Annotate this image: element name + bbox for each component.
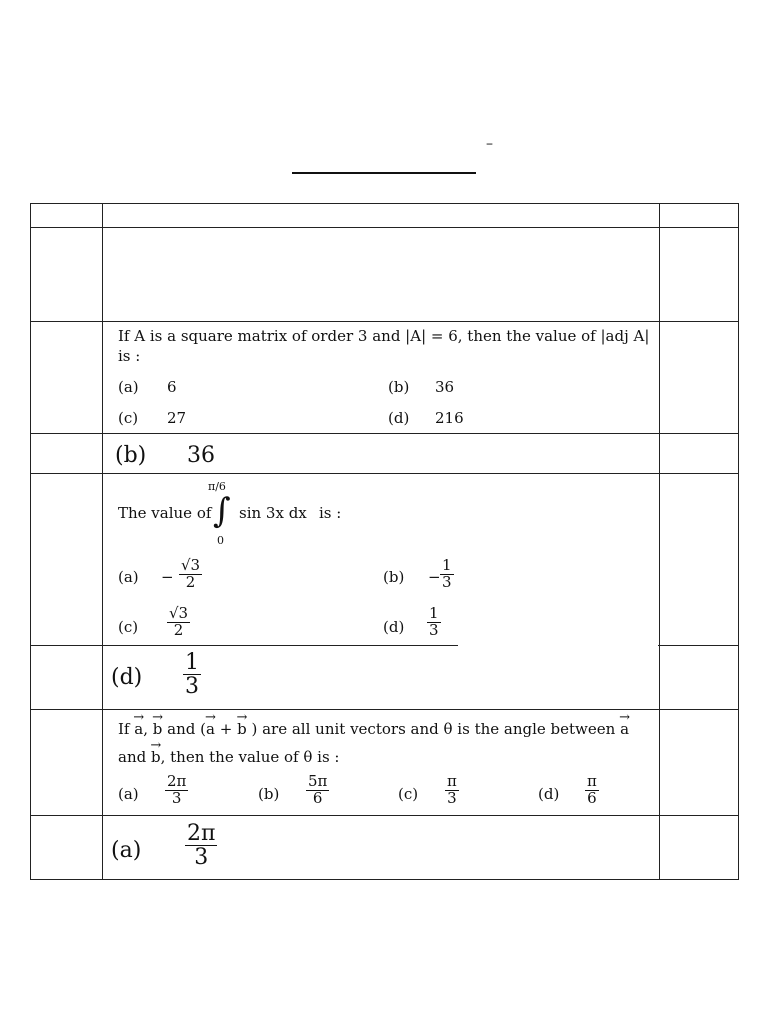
option-c-value: 27: [167, 409, 187, 427]
question-2-content: [103, 474, 660, 646]
question-2-suffix: is :: [319, 504, 342, 522]
question-row-2: [31, 474, 739, 646]
option-d-label: (d): [538, 785, 560, 803]
option-b-value: $\frac{5\pi}{6}$: [308, 772, 328, 807]
vector-b: → b: [236, 710, 248, 738]
marks-cell: [660, 710, 739, 816]
title-underline: [292, 172, 476, 174]
option-d-value: $\frac{\pi}{6}$: [587, 772, 597, 807]
question-1-line-1: If A is a square matrix of order 3 and |A| = 6, then the value of |adj A|: [118, 327, 650, 345]
vector-a: → a: [205, 710, 216, 738]
question-1-line-2: is :: [118, 347, 141, 365]
vector-a: → a: [619, 710, 631, 738]
option-c-value: $\frac{\pi}{3}$: [447, 772, 457, 807]
integral-sign: ∫: [213, 491, 231, 531]
option-c-label: (c): [118, 409, 139, 427]
header-mark: –: [486, 136, 493, 152]
option-a-label: (a): [118, 378, 139, 396]
option-a-value: $\frac{√3}{2}$: [181, 556, 201, 591]
option-a-sign: −: [161, 568, 174, 586]
answer-1-content: [103, 434, 660, 474]
sno-header-cell: [31, 204, 103, 228]
sno-cell: [31, 322, 103, 434]
answer-2-label: (d): [111, 665, 143, 690]
vector-b: → b: [152, 710, 164, 738]
question-row-3: [31, 710, 739, 816]
sno-cell: [31, 816, 103, 880]
sno-cell: [31, 434, 103, 474]
option-a-value: $\frac{2\pi}{3}$: [167, 772, 187, 807]
sno-cell: [31, 710, 103, 816]
option-b-value: $\frac{1}{3}$: [442, 556, 452, 591]
question-2-integrand: sin 3x dx: [239, 504, 307, 522]
question-3-line-1: If → a, → b and ( → a + → b ) are all unit vectors and θ is the angle between → a: [118, 710, 631, 738]
option-c-value: $\frac{√3}{2}$: [169, 604, 189, 639]
answer-3-label: (a): [111, 838, 142, 863]
option-d-value: $\frac{1}{3}$: [429, 604, 439, 639]
question-table: [30, 203, 739, 880]
option-a-value: 6: [167, 378, 177, 396]
vector-b: → b: [150, 738, 162, 766]
answer-1-label: (b): [115, 443, 147, 468]
answer-row-3: [31, 816, 739, 880]
answer-3-value: $\frac{2\pi}{3}$: [187, 821, 216, 871]
sno-cell: [31, 646, 103, 710]
border-gap: [458, 645, 658, 647]
marks-cell: [660, 816, 739, 880]
option-d-label: (d): [388, 409, 410, 427]
option-b-label: (b): [383, 568, 405, 586]
answer-1-value: 36: [187, 443, 215, 468]
marks-cell: [660, 474, 739, 646]
marks-cell: [660, 434, 739, 474]
option-d-label: (d): [383, 618, 405, 636]
question-3-line-2: and → b, then the value of θ is :: [118, 738, 340, 766]
marks-cell: [660, 322, 739, 434]
sno-cell: [31, 474, 103, 646]
option-c-label: (c): [118, 618, 139, 636]
vector-a: → a: [133, 710, 145, 738]
marks-header-cell: [660, 204, 739, 228]
option-b-label: (b): [258, 785, 280, 803]
question-row-1: [31, 322, 739, 434]
content-cell: [103, 228, 660, 322]
header-row: [31, 204, 739, 228]
question-2-intro: The value of: [118, 504, 212, 522]
integral-lower-limit: 0: [217, 534, 224, 547]
blank-row: [31, 228, 739, 322]
answer-2-content: [103, 646, 660, 710]
content-header-cell: [103, 204, 660, 228]
option-c-label: (c): [398, 785, 419, 803]
answer-3-content: [103, 816, 660, 880]
option-b-sign: −: [428, 568, 441, 586]
option-b-label: (b): [388, 378, 410, 396]
answer-row-2: [31, 646, 739, 710]
marks-cell: [660, 228, 739, 322]
option-b-value: 36: [435, 378, 455, 396]
option-d-value: 216: [435, 409, 464, 427]
question-1-content: [103, 322, 660, 434]
integral-upper-limit: π/6: [208, 480, 226, 493]
sno-cell: [31, 228, 103, 322]
option-a-label: (a): [118, 568, 139, 586]
option-a-label: (a): [118, 785, 139, 803]
question-3-content: [103, 710, 660, 816]
answer-row-1: [31, 434, 739, 474]
answer-2-value: $\frac{1}{3}$: [185, 650, 199, 700]
marks-cell: [660, 646, 739, 710]
